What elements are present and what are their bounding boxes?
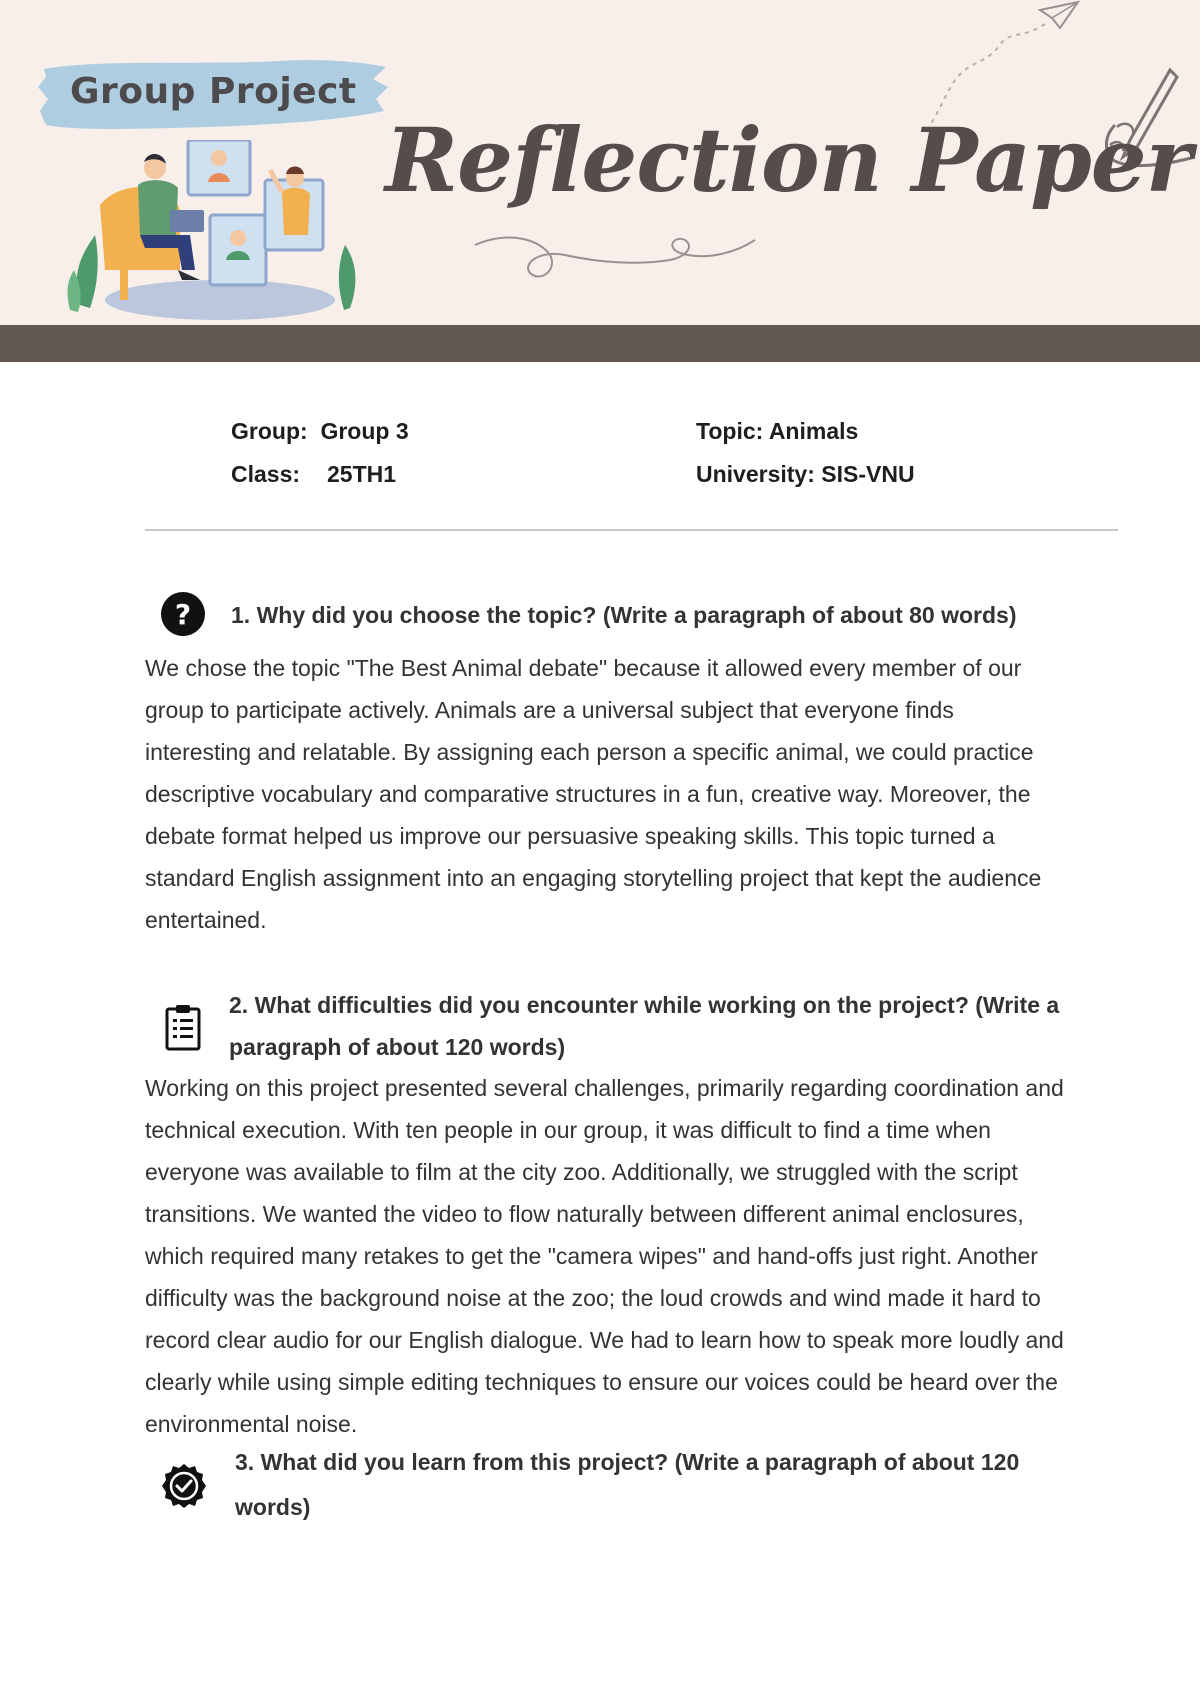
group-project-tag [38, 55, 388, 135]
answer-line: We chose the topic "The Best Animal debate" because it allowed every member of our [145, 655, 1022, 681]
group-field [231, 418, 409, 445]
check-badge-icon [160, 1462, 208, 1510]
question-circle-icon [160, 591, 206, 637]
svg-text:?: ? [174, 598, 192, 631]
answer-line: transitions. We wanted the video to flow naturally between different animal enclosures, [145, 1201, 1024, 1227]
answer-line: debate format helped us improve our persuasive speaking skills. This topic turned a [145, 823, 995, 849]
class-field [231, 461, 396, 488]
group-label: Group: [231, 418, 308, 444]
answer-line: group to participate actively. Animals are a universal subject that everyone finds [145, 697, 954, 723]
answer-line: interesting and relatable. By assigning each person a specific animal, we could practice [145, 739, 1034, 765]
header-banner [0, 0, 1200, 325]
answer-line: entertained. [145, 907, 267, 933]
answer-line: standard English assignment into an engaging storytelling project that kept the audience [145, 865, 1042, 891]
answer-line: Working on this project presented several challenges, primarily regarding coordination and [145, 1075, 1064, 1101]
answer-line: which required many retakes to get the "camera wipes" and hand-offs just right. Another [145, 1243, 1038, 1269]
title-swirl [470, 225, 760, 295]
answer-line: record clear audio for our English dialogue. We had to learn how to speak more loudly and [145, 1327, 1064, 1353]
answer-line: everyone was available to film at the city zoo. Additionally, we struggled with the script [145, 1159, 1018, 1185]
class-label: Class: [231, 461, 301, 487]
answer-line: technical execution. With ten people in our group, it was difficult to find a time when [145, 1117, 991, 1143]
answer-2-paragraph [145, 1067, 1125, 1445]
divider [145, 529, 1118, 531]
page-title: Reflection Paper [385, 108, 1192, 212]
class-value: 25TH1 [327, 461, 397, 487]
question-2-heading-line: 2. What difficulties did you encounter while working on the project? (Write a [229, 992, 1060, 1018]
tag-label: Group Project [70, 71, 357, 112]
answer-line: clearly while using simple editing techniques to ensure our voices could be heard over the [145, 1369, 1058, 1395]
answer-1-paragraph [145, 647, 1125, 941]
question-3-heading-line: words) [235, 1494, 311, 1520]
team-illustration [60, 140, 370, 325]
answer-line: descriptive vocabulary and comparative structures in a fun, creative way. Moreover, the [145, 781, 1031, 807]
answer-line: difficulty was the background noise at the zoo; the loud crowds and wind made it hard to [145, 1285, 1041, 1311]
header-band [0, 325, 1200, 362]
question-3-heading [235, 1440, 1019, 1530]
question-1-heading: 1. Why did you choose the topic? (Write a paragraph of about 80 words) [231, 602, 1017, 628]
answer-line: environmental noise. [145, 1411, 358, 1437]
question-2-heading-line: paragraph of about 120 words) [229, 1034, 566, 1060]
topic-field: Topic: Animals [696, 418, 859, 444]
question-3-heading-line: 3. What did you learn from this project? (Write a paragraph of about 120 [235, 1449, 1020, 1475]
group-value: Group 3 [320, 418, 409, 444]
clipboard-icon [164, 1003, 202, 1051]
question-2-heading [229, 984, 1059, 1068]
university-field: University: SIS-VNU [696, 461, 915, 487]
